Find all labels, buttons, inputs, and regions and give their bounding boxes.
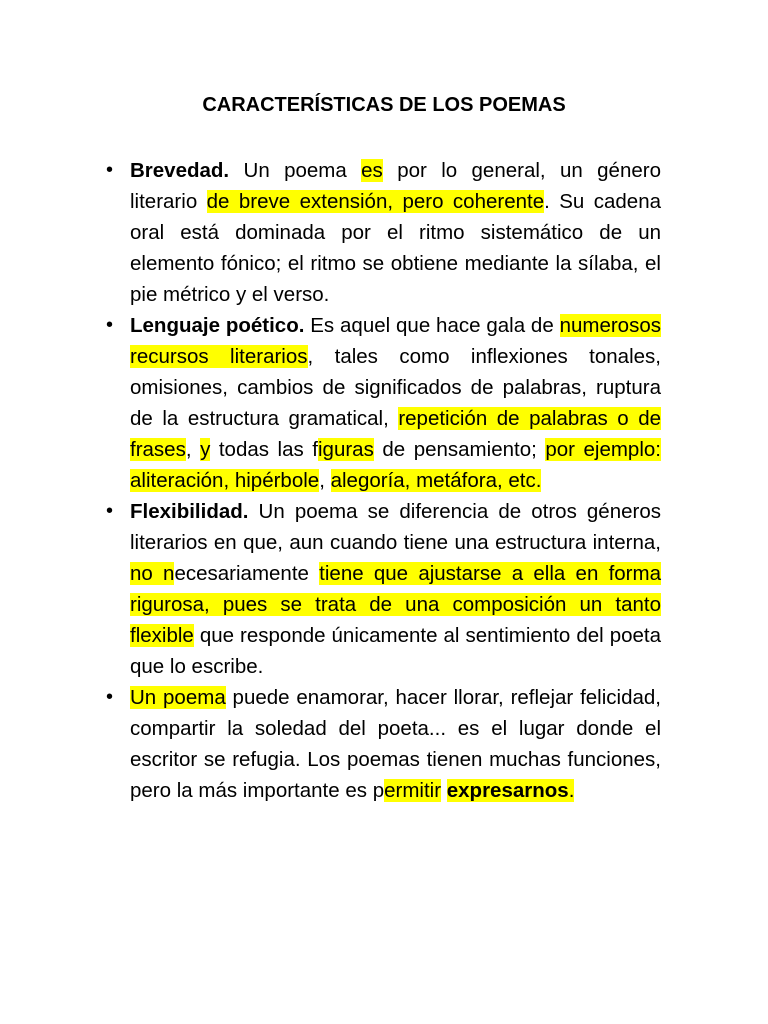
highlighted-text: iguras (317, 438, 374, 461)
body-text: . Su cadena oral está dominada por el ritmo sistemático de un elemento fónico; el ritmo se obtiene mediante la sílaba, el pie métrico y el verso. (130, 190, 662, 306)
body-text: ecesariamente (174, 562, 320, 585)
highlighted-text: por ejemplo: aliteración, hipérbole (130, 438, 661, 492)
body-text: , (185, 438, 201, 461)
highlighted-text: tiene que ajustarse a ella en forma rigurosa, pues se trata de una composición un tanto flexible (130, 562, 661, 647)
bold-text: expresarnos (446, 779, 569, 802)
bullet-heading: Lenguaje poético. (130, 314, 305, 337)
highlighted-text: es (361, 159, 383, 182)
body-text: por lo general, un género literario (130, 159, 661, 213)
body-text: , (319, 469, 331, 492)
highlighted-text: repetición de palabras o de frases (130, 407, 662, 461)
body-text: , tales como inflexiones tonales, omisiones, cambios de significados de palabras, ruptura de la estructura gramatical, (130, 345, 661, 430)
highlighted-text: alegoría, metáfora, etc. (330, 469, 542, 492)
highlighted-text: ermitir (384, 779, 442, 802)
bullet-item-funciones (130, 682, 661, 806)
highlighted-text: de breve extensión, pero coherente (206, 190, 545, 213)
highlighted-text: . (568, 779, 575, 802)
highlighted-text: y (200, 438, 211, 461)
bullet-heading: Brevedad. (130, 159, 230, 182)
highlighted-text: numerosos recursos literarios (130, 314, 661, 368)
bullet-heading: Flexibilidad. (130, 500, 249, 523)
body-text: Un poema se diferencia de otros géneros literarios en que, aun cuando tiene una estructura interna, (130, 500, 661, 554)
highlighted-text: Un poema (130, 686, 226, 709)
body-text: Es aquel que hace gala de (304, 314, 560, 337)
page-title: CARACTERÍSTICAS DE LOS POEMAS (202, 94, 566, 116)
body-text: puede enamorar, hacer llorar, reflejar felicidad, compartir la soledad del poeta... es el lugar donde el escritor se refugia. Los poemas tienen muchas funciones, pero la más importante es p (130, 686, 661, 802)
body-text: de pensamiento; (373, 438, 546, 461)
body-text: que responde únicamente al sentimiento del poeta que lo escribe. (130, 624, 661, 678)
highlighted-text: no n (130, 562, 175, 585)
bullet-item-lenguaje-poetico (130, 310, 661, 496)
bullet-item-flexibilidad (130, 496, 661, 682)
bullet-item-brevedad (130, 155, 661, 310)
bullet-list (130, 155, 661, 806)
body-text: Un poema (229, 159, 362, 182)
body-text: todas las f (210, 438, 318, 461)
highlighted-text (447, 779, 569, 802)
